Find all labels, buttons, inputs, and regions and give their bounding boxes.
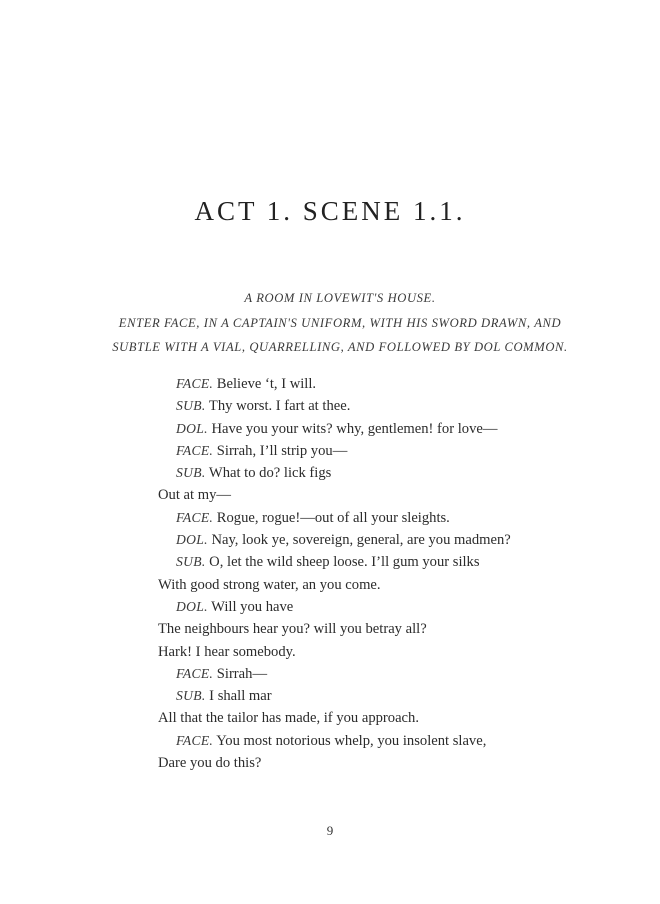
dialogue-line (158, 418, 638, 440)
dialogue-line (158, 641, 638, 663)
speaker-name: SUB. (176, 688, 206, 704)
speaker-name: SUB. (176, 398, 206, 414)
speech-text: Have you your wits? why, gentlemen! for love— (207, 420, 498, 437)
dialogue-line (158, 707, 638, 729)
speaker-name: DOL. (176, 532, 208, 548)
speech-text: You most notorious whelp, you insolent slave, (213, 732, 487, 749)
dialogue-line (158, 440, 638, 462)
dialogue-line (158, 484, 638, 506)
speech-text: Thy worst. I fart at thee. (205, 398, 351, 415)
scene-heading: ACT 1. SCENE 1.1. (194, 196, 466, 226)
dialogue-line (158, 462, 638, 484)
dialogue-line (158, 574, 638, 596)
dialogue-line (158, 529, 638, 551)
speech-text: Dare you do this? (158, 755, 262, 772)
speaker-name: DOL. (176, 420, 208, 436)
speaker-name: SUB. (176, 554, 206, 570)
speech-text: Out at my— (158, 487, 231, 504)
dialogue-line (158, 752, 638, 774)
speaker-name: FACE. (176, 509, 214, 525)
speech-text: What to do? lick figs (205, 465, 332, 482)
speech-text: Rogue, rogue!—out of all your sleights. (213, 509, 450, 526)
speech-text: Nay, look ye, sovereign, general, are you madmen? (207, 532, 511, 549)
dialogue-line (158, 551, 638, 573)
stage-direction-line: SUBTLE WITH A VIAL, QUARRELLING, AND FOLLOWED BY DOL COMMON. (112, 340, 568, 354)
speech-text: I shall mar (205, 688, 272, 705)
dialogue-block (158, 373, 638, 774)
dialogue-line (158, 395, 638, 417)
speaker-name: FACE. (176, 442, 214, 458)
dialogue-line (158, 507, 638, 529)
dialogue-line (158, 373, 638, 395)
dialogue-line (158, 596, 638, 618)
dialogue-line (158, 730, 638, 752)
speech-text: Sirrah— (213, 665, 268, 682)
speech-text: Believe ‘t, I will. (213, 376, 317, 392)
speaker-name: FACE. (176, 376, 214, 391)
speech-text: The neighbours hear you? will you betray all? (158, 621, 427, 638)
dialogue-line (158, 685, 638, 707)
stage-direction-line: A ROOM IN LOVEWIT'S HOUSE. (244, 291, 436, 305)
speech-text: With good strong water, an you come. (158, 576, 381, 593)
speaker-name: FACE. (176, 665, 214, 681)
speaker-name: SUB. (176, 465, 206, 481)
dialogue-line (158, 618, 638, 640)
speech-text: Will you have (207, 598, 294, 615)
dialogue-line (158, 663, 638, 685)
speaker-name: FACE. (176, 732, 214, 748)
speech-text: Hark! I hear somebody. (158, 643, 296, 660)
speaker-name: DOL. (176, 598, 208, 614)
stage-direction-line: ENTER FACE, IN A CAPTAIN'S UNIFORM, WITH HIS SWORD DRAWN, AND (118, 315, 562, 330)
stage-directions (0, 286, 660, 360)
speech-text: Sirrah, I’ll strip you— (213, 442, 348, 459)
page-number: 9 (326, 823, 334, 838)
speech-text: All that the tailor has made, if you approach. (158, 710, 419, 727)
speech-text: O, let the wild sheep loose. I’ll gum your silks (205, 554, 480, 571)
